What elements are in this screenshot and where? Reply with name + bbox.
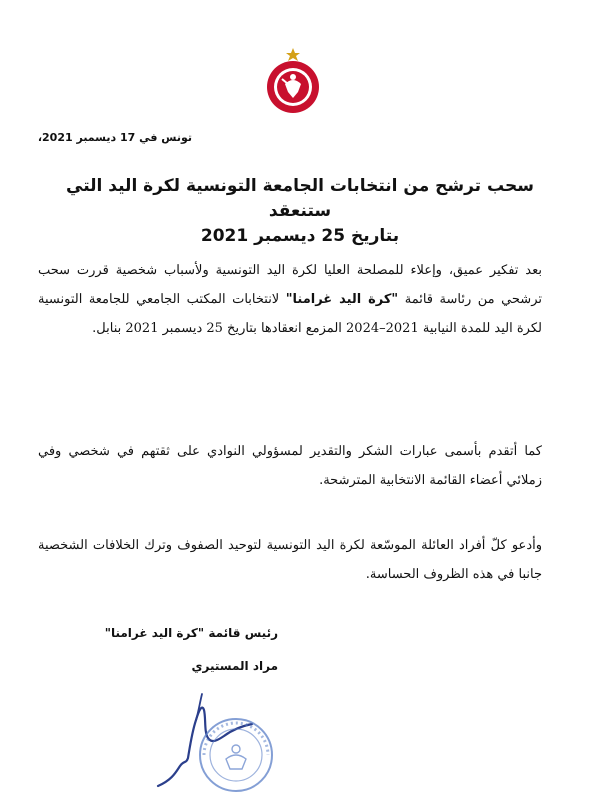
federation-logo-icon xyxy=(258,46,328,116)
paragraph-thanks: كما أتقدم بأسمى عبارات الشكر والتقدير لمسؤولي النوادي على ثقتهم في شخصي وفي زملائي أعضاء القائمة الانتخابية المترشحة. xyxy=(38,444,542,488)
paragraph-withdrawal xyxy=(38,256,542,343)
paragraph-1-start: بعد تفكير عميق، وإعلاء للمصلحة العليا لكرة اليد التونسية ولأسباب شخصية قررت سحب ترشحي من رئاسة قائمة xyxy=(38,263,542,307)
signoff-name: مراد المستيري xyxy=(191,659,278,673)
stamp-icon xyxy=(196,715,276,795)
letter-date: تونس في 17 ديسمبر 2021، xyxy=(37,131,192,144)
signoff-title: رئيس قائمة "كرة اليد غرامنا" xyxy=(104,626,278,640)
paragraph-1-end: لانتخابات المكتب الجامعي للجامعة التونسية لكرة اليد للمدة النيابية 2021–2024 المزمع انعقادها بتاريخ 25 ديسمبر 2021 بنابل. xyxy=(38,292,542,336)
list-name: "كرة اليد غرامنا" xyxy=(285,292,399,307)
paragraph-appeal: وأدعو كلّ أفراد العائلة الموسّعة لكرة اليد التونسية لتوحيد الصفوف وترك الخلافات الشخصية جانبا في هذه الظروف الحساسة. xyxy=(38,538,542,582)
letter-title xyxy=(60,174,540,249)
title-line-1: سحب ترشح من انتخابات الجامعة التونسية لكرة اليد التي ستنعقد xyxy=(66,176,534,221)
title-line-2: بتاريخ 25 ديسمبر 2021 xyxy=(200,226,400,246)
